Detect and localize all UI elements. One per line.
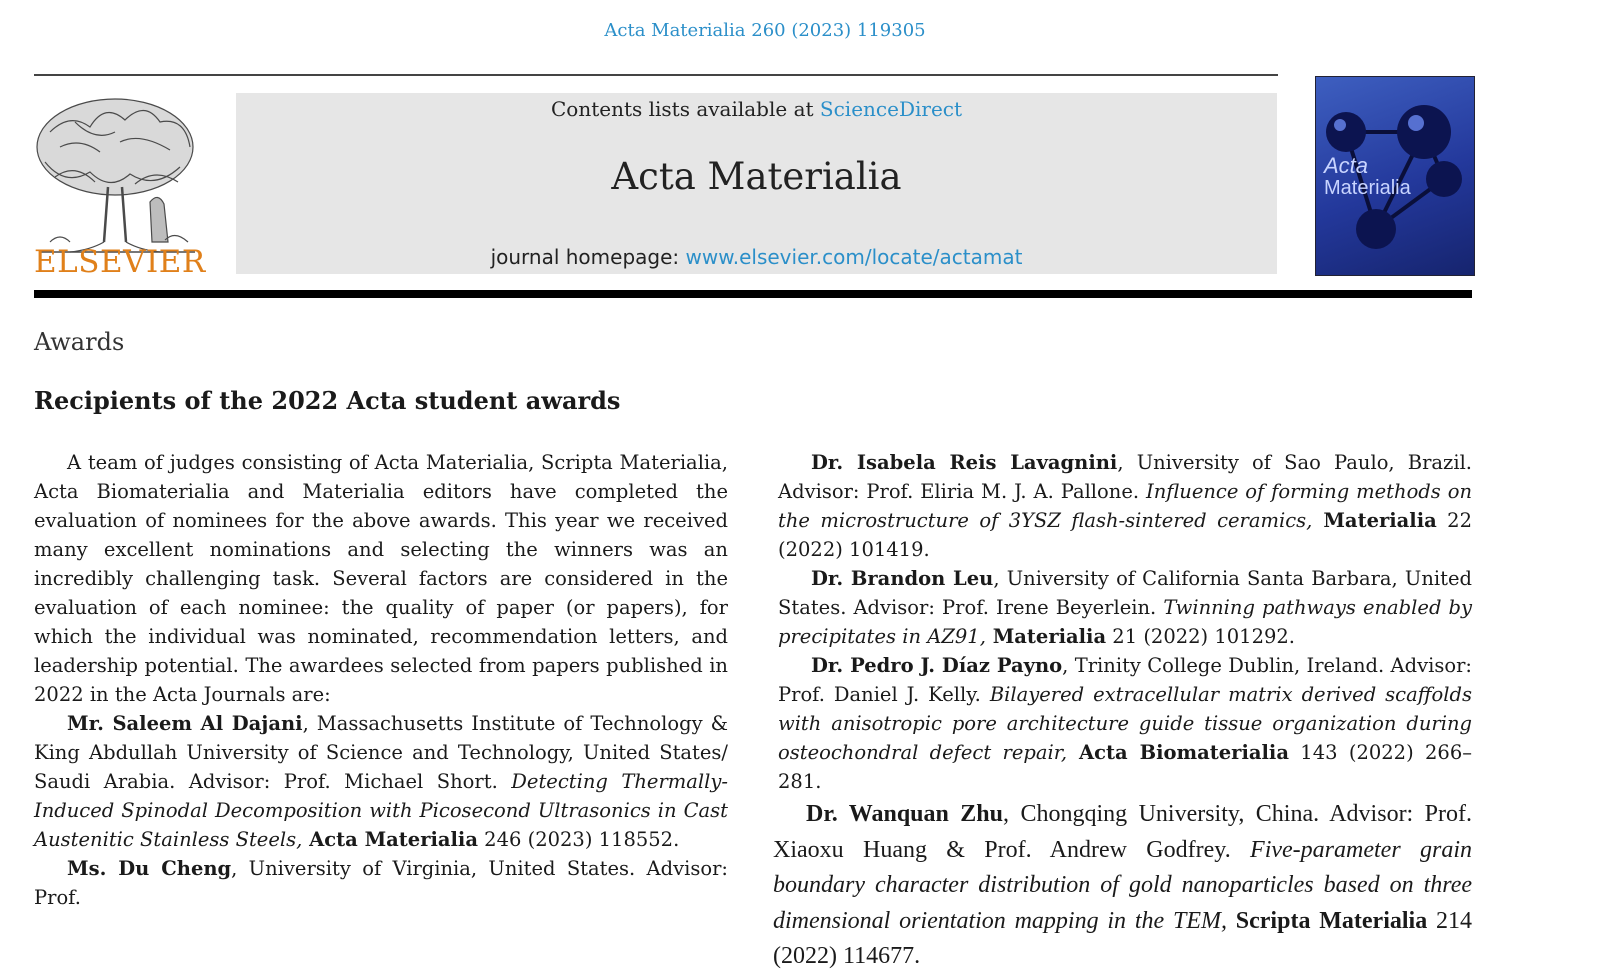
awardee-reference: 214 (2022) 114677.	[773, 907, 1473, 969]
awardee-name: Dr. Brandon Leu	[811, 567, 994, 590]
right-column	[773, 448, 1473, 975]
journal-banner	[236, 93, 1277, 274]
journal-citation[interactable]: Acta Materialia 260 (2023) 119305	[604, 20, 926, 41]
awardee-paper-title: Detecting Thermally-Induced Spinodal Decomposition with Picosecond Ultrasonics in Cast Austenitic Stainless Steels,	[34, 770, 728, 851]
awardee-entry	[34, 854, 728, 912]
article-title: Recipients of the 2022 Acta student awards	[34, 386, 621, 415]
awardee-entry	[778, 448, 1472, 564]
cover-title-line1: Acta	[1324, 153, 1369, 178]
elsevier-wordmark: ELSEVIER	[34, 244, 206, 280]
awardee-affiliation: , University of California Santa Barbara, United States. Advisor: Prof. Irene Beyerlein.	[778, 567, 1472, 619]
awardee-reference: 246 (2023) 118552.	[477, 828, 680, 851]
awardee-name: Ms. Du Cheng	[67, 857, 232, 880]
awardee-reference: 22 (2022) 101419.	[778, 509, 1472, 561]
homepage-link[interactable]: www.elsevier.com/locate/actamat	[685, 245, 1023, 269]
awardee-journal: Materialia	[985, 625, 1107, 648]
banner-bottom-rule	[34, 290, 1472, 298]
awardee-reference: 143 (2022) 266–281.	[778, 741, 1472, 793]
awardee-entry	[778, 651, 1472, 796]
awardee-entry	[778, 564, 1472, 651]
awardee-journal: Acta Materialia	[302, 828, 478, 851]
article-section-label: Awards	[34, 328, 125, 356]
awardee-paper-title: Twinning pathways enabled by precipitates in AZ91,	[778, 596, 1472, 648]
contents-prefix: Contents lists available at	[550, 97, 820, 121]
awardee-journal: Scripta Materialia	[1226, 907, 1428, 934]
awardee-entry	[773, 797, 1472, 975]
awardee-reference: 21 (2022) 101292.	[1106, 625, 1295, 648]
awardee-paper-title: Bilayered extracellular matrix derived scaffolds with anisotropic pore architecture guide tissue organization during osteochondral defect repair,	[778, 683, 1472, 764]
awardee-affiliation: , Trinity College Dublin, Ireland. Advisor: Prof. Daniel J. Kelly.	[778, 654, 1472, 706]
contents-line	[236, 97, 1277, 121]
awardee-name: Dr. Wanquan Zhu	[806, 801, 1004, 827]
sciencedirect-link[interactable]: ScienceDirect	[819, 97, 963, 121]
awardee-journal: Materialia	[1312, 509, 1437, 532]
awardee-affiliation: , Chongqing University, China. Advisor: Prof. Xiaoxu Huang & Prof. Andrew Godfrey.	[773, 801, 1472, 863]
awardee-paper-title: Influence of forming methods on the microstructure of 3YSZ flash-sintered ceramics,	[778, 480, 1473, 532]
journal-cover	[1315, 76, 1475, 276]
intro-paragraph: A team of judges consisting of Acta Materialia, Scripta Materialia, Acta Biomaterialia and Materialia editors have completed the evaluation of nominees for the above awards. This year we received many excellent nominations and selecting the winners was an incredibly challenging task. Several factors are considered in the evaluation of each nominee: the quality of paper (or papers), for which the individual was nominated, recommendation letters, and leadership potential. The awardees selected from papers published in 2022 in the Acta Journals are:	[34, 451, 728, 706]
awardee-name: Dr. Isabela Reis Lavagnini	[811, 451, 1118, 474]
header-rule	[34, 74, 1278, 76]
cover-title	[1324, 155, 1411, 199]
journal-title: Acta Materialia	[611, 155, 902, 198]
awardee-name: Mr. Saleem Al Dajani	[67, 712, 303, 735]
awardee-affiliation: , University of Sao Paulo, Brazil. Advisor: Prof. Eliria M. J. A. Pallone.	[778, 451, 1473, 503]
homepage-prefix: journal homepage:	[490, 245, 686, 269]
left-column	[34, 448, 728, 912]
cover-title-line2: Materialia	[1324, 177, 1411, 199]
awardee-affiliation: , Massachusetts Institute of Technology & King Abdullah University of Science and Technology, United States/ Saudi Arabia. Advisor: Prof. Michael Short.	[34, 712, 729, 793]
awardee-paper-title: Five-parameter grain boundary character distribution of gold nanoparticles based on three dimensional orientation mapping in the TEM,	[773, 836, 1472, 934]
awardee-affiliation: , University of Virginia, United States. Advisor: Prof.	[34, 857, 728, 909]
homepage-line	[236, 245, 1277, 269]
awardee-journal: Acta Biomaterialia	[1067, 741, 1289, 764]
awardee-entry	[34, 709, 728, 854]
awardee-name: Dr. Pedro J. Díaz Payno	[811, 654, 1063, 677]
